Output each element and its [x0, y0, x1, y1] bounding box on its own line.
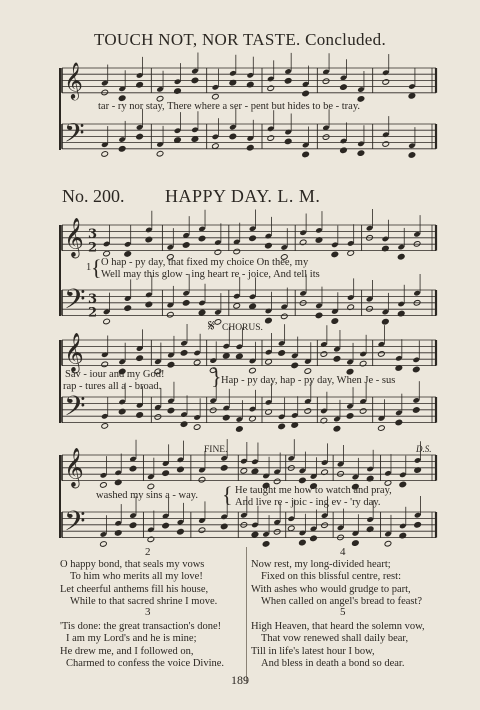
note-head	[246, 144, 254, 151]
note-head	[101, 423, 109, 430]
note-head	[209, 407, 217, 414]
time-signature: 3	[88, 226, 98, 242]
note-head	[382, 79, 390, 86]
note-head	[287, 525, 295, 532]
note-head	[198, 309, 206, 316]
note-head	[291, 362, 299, 369]
note-head	[280, 313, 288, 320]
note-head	[177, 528, 185, 535]
lyric-line: washed my sins a - way.	[96, 490, 198, 501]
note-head	[124, 305, 132, 312]
note-head	[103, 318, 111, 325]
verse-line: While to that sacred shrine I move.	[70, 596, 218, 608]
note-head	[136, 355, 144, 362]
note-head	[101, 361, 109, 368]
note-head	[182, 300, 190, 307]
note-head	[382, 141, 390, 148]
time-signature: 2	[88, 305, 98, 321]
note-head	[182, 242, 190, 249]
note-head	[340, 84, 348, 91]
fine-label: FINE.	[204, 445, 228, 455]
note-head	[278, 350, 286, 357]
note-head	[101, 151, 109, 158]
note-head	[136, 133, 144, 140]
page-title: TOUCH NOT, NOR TASTE. Concluded.	[93, 30, 387, 49]
note-head	[408, 93, 416, 100]
brace-icon: }	[211, 364, 222, 389]
note-head	[299, 539, 307, 546]
verse-number: 3	[145, 606, 151, 618]
verse-line: O happy bond, that seals my vows	[60, 559, 205, 570]
note-head	[262, 541, 270, 548]
ds-label: D.S.	[416, 444, 432, 454]
note-head	[412, 366, 420, 373]
note-head	[220, 465, 228, 472]
stanza-number: 1	[86, 262, 92, 273]
note-head	[212, 143, 220, 150]
segno-icon: 𝄋	[208, 318, 215, 335]
lyric-line: And live re - joic - ing ev - 'ry day.	[235, 497, 381, 508]
verse-line: High Heaven, that heard the solemn vow,	[251, 621, 425, 632]
brace-icon: {	[222, 482, 233, 507]
note-head	[240, 468, 248, 475]
verse-line: Fixed on this blissful centre, rest:	[261, 571, 401, 583]
note-head	[284, 138, 292, 145]
note-head	[118, 408, 126, 415]
note-head	[114, 479, 122, 486]
verse-number: 2	[145, 546, 151, 558]
note-head	[136, 82, 144, 89]
treble-clef-icon: 𝄞	[64, 217, 84, 257]
treble-clef-icon: 𝄞	[64, 447, 84, 487]
verse-line: To him who merits all my love!	[70, 571, 203, 583]
note-head	[249, 303, 257, 310]
note-head	[378, 351, 386, 358]
note-head	[129, 522, 137, 529]
note-head	[320, 351, 328, 358]
note-head	[315, 312, 323, 319]
note-head	[397, 253, 405, 260]
note-head	[399, 481, 407, 488]
note-head	[136, 412, 144, 419]
note-head	[395, 419, 403, 426]
note-head	[229, 133, 237, 140]
lyric-line: rap - tures all a - broad.	[63, 381, 162, 392]
note-head	[352, 540, 360, 547]
note-head	[265, 242, 273, 249]
bass-clef-icon: 𝄢	[64, 389, 86, 429]
chorus-label: CHORUS.	[222, 323, 263, 333]
note-head	[273, 478, 281, 485]
note-head	[145, 236, 153, 243]
verse-line: He drew me, and I followed on,	[60, 645, 194, 657]
note-head	[233, 303, 241, 310]
verse-line: I am my Lord's and he is mine;	[66, 633, 197, 645]
note-head	[129, 465, 137, 472]
note-head	[331, 318, 339, 325]
note-head	[198, 527, 206, 534]
note-head	[193, 424, 201, 431]
note-head	[154, 414, 162, 421]
note-head	[145, 301, 153, 308]
note-head	[180, 421, 188, 428]
note-head	[304, 408, 312, 415]
note-head	[331, 251, 339, 258]
note-head	[299, 477, 307, 484]
verse-number: 4	[340, 546, 346, 558]
lyric-line: Well may this glow - ing heart re - joice, And tell its	[101, 269, 320, 280]
note-head	[249, 367, 257, 374]
note-head	[414, 522, 422, 529]
note-head	[177, 466, 185, 473]
treble-clef-icon: 𝄞	[64, 60, 84, 99]
verse-line: Charmed to confess the voice Divine.	[66, 658, 225, 670]
note-head	[236, 426, 244, 433]
note-head	[222, 414, 230, 421]
verse-2	[60, 559, 217, 609]
verse-line: Till in life's latest hour I bow,	[251, 645, 375, 657]
note-head	[212, 93, 220, 100]
lyric-line: He taught me how to watch and pray,	[235, 485, 392, 496]
note-head	[193, 359, 201, 366]
note-head	[156, 150, 164, 157]
note-head	[340, 147, 348, 154]
note-head	[346, 368, 354, 375]
note-head	[236, 353, 244, 360]
note-head	[412, 407, 420, 414]
bass-clef-icon: 𝄢	[64, 504, 86, 544]
treble-clef-icon: 𝄞	[64, 332, 84, 372]
note-head	[302, 90, 310, 97]
note-head	[191, 77, 199, 84]
note-head	[198, 476, 206, 483]
note-head	[322, 134, 330, 141]
note-head	[103, 250, 111, 257]
note-head	[162, 470, 170, 477]
note-head	[304, 368, 312, 375]
note-head	[267, 135, 275, 142]
note-head	[333, 425, 341, 432]
verse-3	[60, 621, 224, 671]
note-head	[114, 530, 122, 537]
note-head	[118, 146, 126, 153]
brace-icon: {	[91, 255, 102, 280]
note-head	[251, 468, 259, 475]
note-head	[278, 423, 286, 430]
note-head	[333, 356, 341, 363]
hymn-number: No. 200.	[62, 186, 125, 206]
note-head	[359, 408, 367, 415]
note-head	[191, 136, 199, 143]
note-head	[100, 482, 108, 489]
note-head	[265, 317, 273, 324]
note-head	[382, 318, 390, 325]
verse-line: When called on angel's bread to feast?	[261, 596, 423, 608]
verse-5	[251, 621, 425, 671]
note-head	[384, 540, 392, 547]
note-head	[322, 78, 330, 85]
note-head	[214, 319, 222, 326]
verse-line: With ashes who would grudge to part,	[251, 583, 411, 595]
note-head	[167, 361, 175, 368]
note-head	[378, 425, 386, 432]
lyric-line: Sav - iour and my God!	[65, 369, 165, 380]
verse-line: That vow renewed shall daily bear,	[261, 633, 409, 645]
lyric-line: tar - ry nor stay, There where a ser - pent but hides to be - tray.	[98, 101, 361, 112]
note-head	[198, 235, 206, 242]
page-number: 189	[231, 673, 249, 687]
note-head	[100, 541, 108, 548]
note-head	[174, 88, 182, 95]
bass-clef-icon: 𝄢	[64, 282, 86, 322]
time-signature: 3	[88, 291, 98, 307]
lyric-line: Hap - py day, hap - py day, When Je - sus	[221, 375, 396, 386]
note-head	[357, 150, 365, 157]
note-head	[147, 536, 155, 543]
verse-line: Now rest, my long-divided heart;	[251, 559, 391, 570]
bass-clef-icon: 𝄢	[64, 116, 85, 155]
note-head	[302, 151, 310, 158]
verse-line: Let cheerful anthems fill his house,	[60, 583, 209, 595]
note-head	[310, 535, 318, 542]
note-head	[147, 483, 155, 490]
verse-line: 'Tis done: the great transaction's done!	[60, 621, 222, 632]
hymn-title: HAPPY DAY. L. M.	[165, 186, 321, 206]
note-head	[251, 531, 259, 538]
note-head	[180, 350, 188, 357]
note-head	[167, 407, 175, 414]
note-head	[346, 413, 354, 420]
note-head	[249, 235, 257, 242]
column-divider	[246, 547, 247, 683]
note-head	[162, 522, 170, 529]
verse-number: 5	[340, 606, 346, 618]
verse-4	[251, 559, 422, 609]
note-head	[273, 529, 281, 536]
note-head	[167, 311, 175, 318]
note-head	[220, 523, 228, 530]
note-head	[284, 78, 292, 85]
note-head	[267, 85, 275, 92]
note-head	[214, 249, 222, 256]
time-signature: 2	[88, 240, 98, 256]
verse-line: And bless in death a bond so dear.	[261, 658, 405, 670]
note-head	[408, 152, 416, 159]
note-head	[321, 522, 329, 529]
note-head	[222, 353, 230, 360]
lyric-line: O hap - py day, that fixed my choice On thee, my	[101, 257, 309, 268]
note-head	[233, 248, 241, 255]
